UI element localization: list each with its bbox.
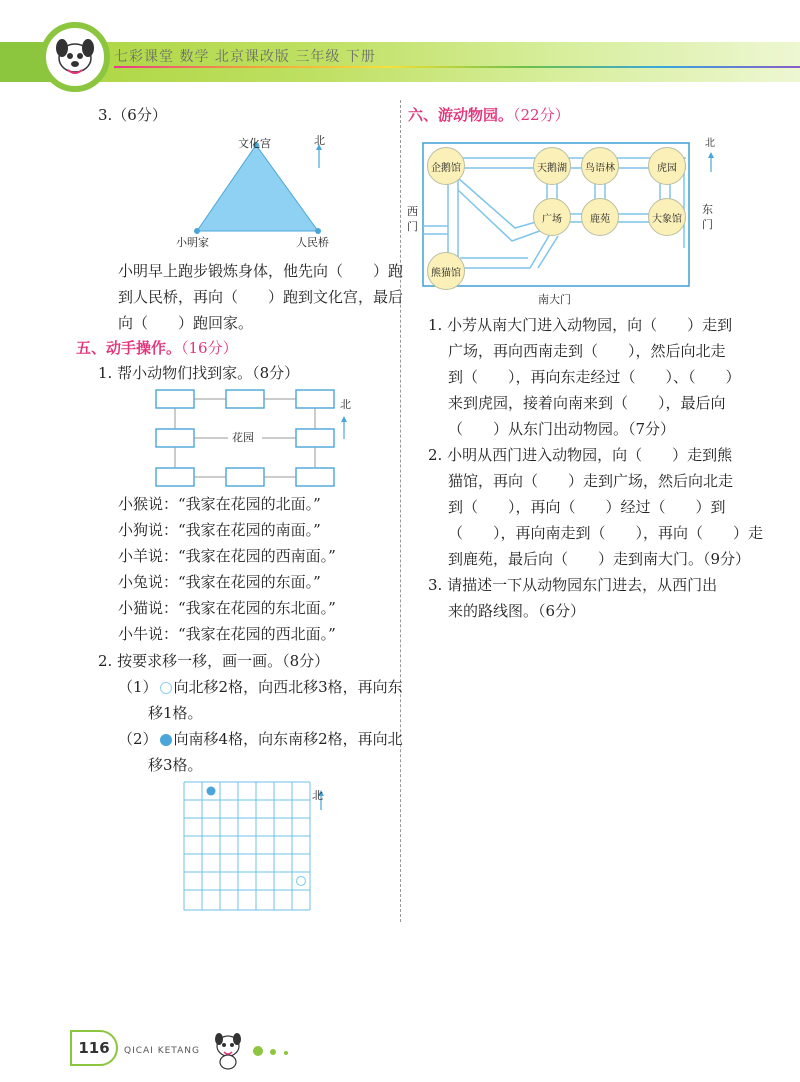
zoo-q3-line-1: 3. 请描述一下从动物园东门进去，从西门出 xyxy=(428,576,718,594)
zoo-q1-line-5: （ ）从东门出动物园。（7分） xyxy=(448,420,676,438)
east-gate-2: 门 xyxy=(702,218,713,231)
place-panda: 熊猫馆 xyxy=(427,252,465,290)
section-5-heading xyxy=(76,339,238,357)
grid-north-label: 北 xyxy=(312,789,323,802)
west-gate-1: 西 xyxy=(407,205,418,218)
map-north-label: 北 xyxy=(705,138,715,149)
west-gate-2: 门 xyxy=(407,220,418,233)
saying-1: 小猴说：“我家在花园的北面。” xyxy=(118,495,321,513)
q2-item-1-num: （1） xyxy=(118,678,158,696)
filled-circle-icon xyxy=(160,734,172,746)
q3-line-3: 向（ ）跑回家。 xyxy=(118,314,254,332)
zoo-q1-line-1: 1. 小芳从南大门进入动物园，向（ ）走到 xyxy=(428,316,733,334)
q2-item-1-text: 向北移2格，向西北移3格，再向东 xyxy=(173,678,403,696)
zoo-q1-line-2: 广场，再向西南走到（ ），然后向北走 xyxy=(448,342,726,360)
move-grid xyxy=(180,780,330,915)
saying-3: 小羊说：“我家在花园的西南面。” xyxy=(118,547,336,565)
place-bird-forest: 鸟语林 xyxy=(581,147,619,185)
home-dot xyxy=(194,228,200,234)
section-6-title: 六、游动物园。 xyxy=(408,106,514,124)
zoo-q1-line-3: 到（ ），再向东走经过（ ）、（ ） xyxy=(448,368,741,386)
tri-right-label: 人民桥 xyxy=(296,236,329,249)
zoo-q3-line-2: 来的路线图。（6分） xyxy=(448,602,586,620)
q2-item-1-cont: 移1格。 xyxy=(148,704,203,722)
q1-label: 1. 帮小动物们找到家。（8分） xyxy=(98,364,300,382)
bridge-dot xyxy=(315,228,321,234)
place-elephant: 大象馆 xyxy=(648,198,686,236)
section-6-heading xyxy=(408,106,570,124)
q2-label: 2. 按要求移一移，画一画。（8分） xyxy=(98,652,330,670)
page-number: 116 xyxy=(70,1030,118,1066)
zoo-q2-line-5: 到鹿苑，最后向（ ）走到南大门。（9分） xyxy=(448,550,751,568)
q2-item-2-cont: 移3格。 xyxy=(148,756,203,774)
hollow-dot xyxy=(297,877,306,886)
place-penguin: 企鹅馆 xyxy=(427,147,465,185)
header-rainbow-line xyxy=(114,66,800,68)
q2-item-2-num: （2） xyxy=(118,730,158,748)
zoo-q2-line-2: 猫馆，再向（ ）走到广场，然后向北走 xyxy=(448,472,734,490)
q3-line-2: 到人民桥，再向（ ）跑到文化宫，最后 xyxy=(118,288,404,306)
section-5-points: （16分） xyxy=(181,339,238,357)
place-plaza: 广场 xyxy=(533,198,571,236)
zoo-q2-line-4: （ ），再向南走到（ ），再向（ ）走 xyxy=(448,524,764,542)
hollow-circle-icon xyxy=(160,682,172,694)
q3-line-1: 小明早上跑步锻炼身体，他先向（ ）跑 xyxy=(118,262,404,280)
footer-mascot-icon xyxy=(208,1026,248,1072)
section-6-points: （22分） xyxy=(513,106,570,124)
east-gate-1: 东 xyxy=(702,203,713,216)
south-gate-label: 南大门 xyxy=(538,293,571,306)
tri-top-label: 文化宫 xyxy=(238,137,271,150)
q2-item-2 xyxy=(118,730,403,748)
footer-dot-3 xyxy=(284,1051,288,1055)
zoo-q1-line-4: 来到虎园，接着向南来到（ ），最后向 xyxy=(448,394,726,412)
garden-north-label: 北 xyxy=(340,398,351,411)
zoo-q2-line-1: 2. 小明从西门进入动物园，向（ ）走到熊 xyxy=(428,446,733,464)
garden-label: 花园 xyxy=(232,431,254,444)
footer-dot-2 xyxy=(270,1049,276,1055)
place-swan-lake: 天鹅湖 xyxy=(533,147,571,185)
map-north-arrow xyxy=(705,150,717,174)
footer-dot-1 xyxy=(253,1046,263,1056)
saying-5: 小猫说：“我家在花园的东北面。” xyxy=(118,599,336,617)
saying-6: 小牛说：“我家在花园的西北面。” xyxy=(118,625,336,643)
zoo-q2-line-3: 到（ ），再向（ ）经过（ ）到 xyxy=(448,498,726,516)
dog-mascot-icon xyxy=(46,28,104,86)
saying-4: 小兔说：“我家在花园的东面。” xyxy=(118,573,321,591)
tri-left-label: 小明家 xyxy=(176,236,209,249)
q2-item-1 xyxy=(118,678,403,696)
column-divider xyxy=(400,100,401,922)
place-deer-park: 鹿苑 xyxy=(581,198,619,236)
filled-dot xyxy=(207,787,216,796)
mascot-logo xyxy=(40,22,110,92)
garden-grid-diagram xyxy=(150,384,370,494)
footer-brand: QICAI KETANG xyxy=(124,1046,200,1056)
section-5-title: 五、动手操作。 xyxy=(76,339,182,357)
saying-2: 小狗说：“我家在花园的南面。” xyxy=(118,521,321,539)
q2-item-2-text: 向南移4格，向东南移2格，再向北 xyxy=(173,730,403,748)
tri-north-label: 北 xyxy=(314,134,325,147)
header-title: 七彩课堂 数学 北京课改版 三年级 下册 xyxy=(114,49,376,65)
place-tiger-garden: 虎园 xyxy=(648,147,686,185)
q3-label: 3.（6分） xyxy=(98,106,167,124)
